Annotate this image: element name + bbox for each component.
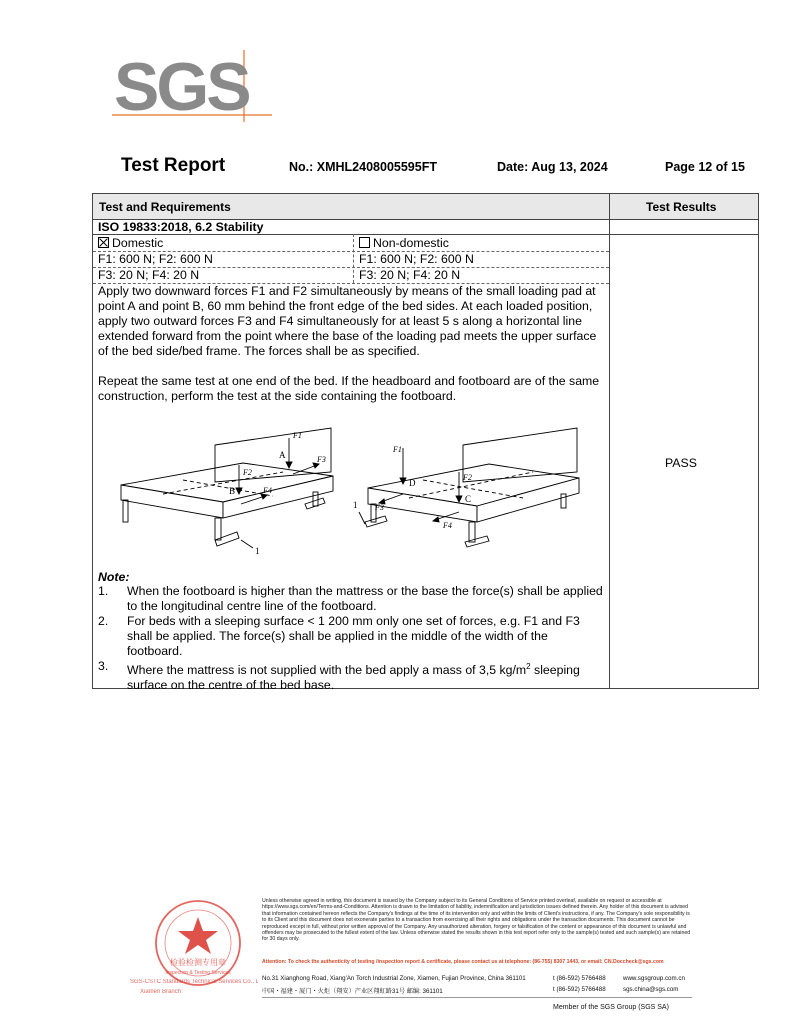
fig-right-f3: F3	[375, 503, 384, 512]
report-date: Date: Aug 13, 2024	[497, 160, 608, 174]
test-table	[92, 193, 759, 693]
non-domestic-forces-1: F1: 600 N; F2: 600 N	[359, 252, 474, 266]
col-header-requirements: Test and Requirements	[99, 200, 231, 214]
seal-caption-cn: 检验检测专用章	[170, 958, 226, 967]
fig-left-point-a: A	[279, 450, 286, 460]
footer-divider	[262, 997, 692, 998]
option-non-domestic	[359, 236, 449, 251]
non-domestic-forces-2: F3: 20 N; F4: 20 N	[359, 268, 461, 282]
bed-stability-figures	[103, 420, 593, 570]
domestic-forces-2: F3: 20 N; F4: 20 N	[98, 268, 200, 282]
note-item	[98, 659, 603, 693]
seal-caption-branch: Xiamen Branch	[140, 989, 182, 995]
note-list	[98, 584, 603, 693]
phone-2: t (86-592) 5766488	[553, 986, 606, 993]
fig-right-point-d: D	[409, 478, 416, 488]
note-item	[98, 584, 603, 614]
repeat-text: Repeat the same test at one end of the bed. If the headboard and footboard are of the same construction, perform the test at the side containing the footboard.	[98, 374, 600, 403]
phone-1: t (86-592) 5766488	[553, 975, 606, 982]
inspection-seal	[128, 895, 258, 1005]
note-text-part: sleeping surface on the centre of the bed base.	[127, 663, 580, 693]
test-result: PASS	[665, 456, 697, 470]
note-text	[127, 659, 603, 693]
seal-caption-company: SGS-CSTC Standards Technical Services Co., Ltd	[130, 979, 258, 985]
checkbox-checked-icon[interactable]	[98, 237, 109, 248]
page-number: Page 12 of 15	[665, 160, 745, 174]
fig-right-f4: F4	[443, 521, 452, 530]
fig-left-label-1: 1	[255, 546, 260, 556]
fig-left-point-b: B	[229, 486, 236, 496]
footer-attention: Attention: To check the authenticity of testing /inspection report & certificate, please contact us at telephone: (86-755) 8307 1443, or email: CN.Doccheck@sgs.com	[262, 959, 664, 965]
option-domestic	[98, 236, 163, 251]
note-number: 2.	[98, 614, 109, 628]
note-superscript: 2	[526, 662, 531, 671]
seal-caption-services: Inspection & Testing Services	[165, 970, 231, 976]
report-title: Test Report	[121, 155, 226, 176]
note-item	[98, 614, 603, 659]
fig-left-f3: F3	[317, 455, 326, 464]
section-title: ISO 19833:2018, 6.2 Stability	[98, 220, 264, 234]
website: www.sgsgroup.com.cn	[623, 975, 685, 982]
procedure-text: Apply two downward forces F1 and F2 simultaneously by means of the small loading pad at point A and point B, 60 mm behind the front edge of the bed sides. At each loaded position, apply two outward forces F3 and F4 simultaneously for at least 5 s along a horizontal line extended forward from the point where the base of the loading pad meets the upper surface of the bed side/bed frame. The forces shall be as specified.	[98, 284, 597, 358]
fig-right-point-c: C	[465, 494, 472, 504]
footer-disclaimer: Unless otherwise agreed in writing, this document is issued by the Company subject to its General Conditions of Service printed overleaf, available on request or accessible at https://www.sgs.com/en/Terms-and-Conditions. Attention is drawn to the limitation of liability, indemnification and jurisdiction issues defined therein. Any holder of this document is advised that information contained hereon reflects the Company's findings at the time of its intervention only and within the limits of Client's instructions, if any. The Company's sole responsibility is to its Client and this document does not exonerate parties to a transaction from exercising all their rights and obligations under the transaction documents. This document cannot be reproduced except in full, without prior written approval of the Company. Any unauthorized alteration, forgery or falsification of the content or appearance of this document is unlawful and offenders may be prosecuted to the fullest extent of the law. Unless otherwise stated the results shown in this test report refer only to the sample(s) tested and such sample(s) are retained for 30 days only.	[262, 898, 691, 943]
member-text: Member of the SGS Group (SGS SA)	[553, 1004, 669, 1011]
report-number: No.: XMHL2408005595FT	[289, 160, 437, 174]
domestic-forces-1: F1: 600 N; F2: 600 N	[98, 252, 213, 266]
option-domestic-label: Domestic	[112, 236, 164, 250]
fig-right-f1: F1	[393, 445, 402, 454]
logo-text: SGS	[114, 50, 249, 125]
address-chinese: 中国・福建・厦门・火炬（翔安）产业区翔虹路31号 邮编: 361101	[262, 988, 443, 995]
fig-right-label-1: 1	[353, 500, 358, 510]
bed-figure-left	[121, 428, 333, 548]
fig-right-f2: F2	[463, 473, 472, 482]
option-non-domestic-label: Non-domestic	[373, 236, 449, 250]
note-text: When the footboard is higher than the mattress or the base the force(s) shall be applied to the longitudinal centre line of the footboard.	[127, 584, 603, 613]
fig-left-f1: F1	[293, 431, 302, 440]
email: sgs.china@sgs.com	[623, 986, 679, 993]
checkbox-unchecked-icon[interactable]	[359, 237, 370, 248]
note-text-part: Where the mattress is not supplied with the bed apply a mass of 3,5 kg/m	[127, 663, 527, 678]
dashed-column-divider	[353, 234, 354, 283]
fig-left-f4: F4	[263, 486, 272, 495]
note-title: Note:	[98, 570, 130, 584]
note-number: 1.	[98, 584, 109, 598]
bed-figure-right	[359, 428, 579, 547]
column-divider	[609, 194, 610, 688]
note-number: 3.	[98, 659, 109, 673]
note-text: For beds with a sleeping surface < 1 200 mm only one set of forces, e.g. F1 and F3 shall be applied. The force(s) shall be applied in the middle of the width of the footboard.	[127, 614, 580, 658]
address-english: No.31 Xianghong Road, Xiang'An Torch Industrial Zone, Xiamen, Fujian Province, China 361101	[262, 975, 526, 982]
fig-left-f2: F2	[243, 468, 252, 477]
col-header-results: Test Results	[646, 200, 717, 214]
sgs-logo	[112, 50, 272, 125]
